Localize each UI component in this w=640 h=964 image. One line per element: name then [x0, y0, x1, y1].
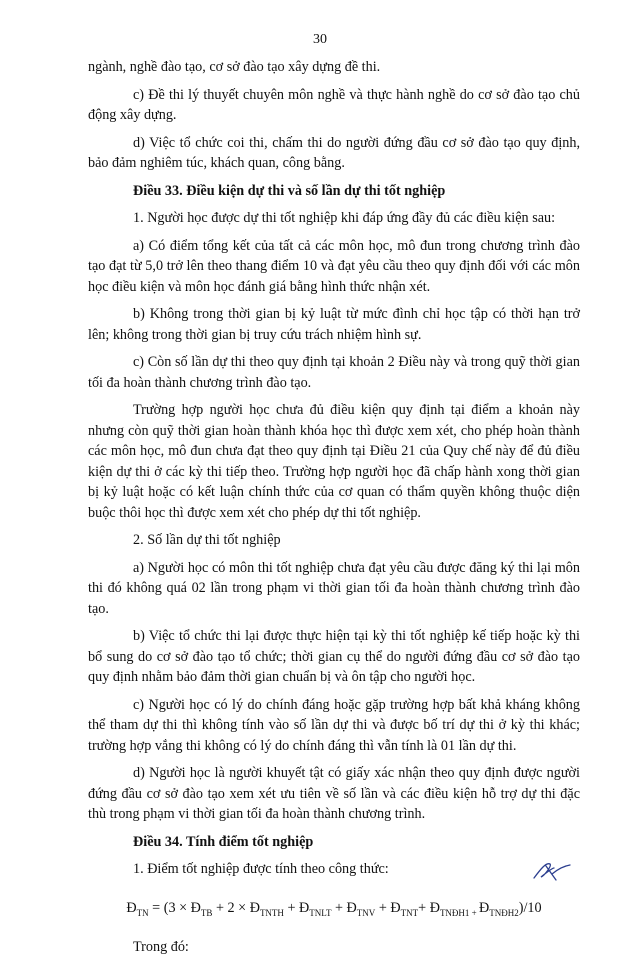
- formula-subscript: TNĐH1 +: [439, 907, 480, 918]
- paragraph: a) Người học có môn thi tốt nghiệp chưa đạt yêu cầu được đăng ký thi lại môn thi đó không quá 02 lần trong phạm vi thời gian tối đa hoàn thành chương trình đào tạo.: [88, 559, 580, 617]
- paragraph: c) Còn số lần dự thi theo quy định tại khoản 2 Điều này và trong quỹ thời gian tối đa hoàn thành chương trình đào tạo.: [88, 354, 580, 391]
- formula-subscript: TNLT: [309, 907, 332, 918]
- formula-subscript: TB: [200, 907, 213, 918]
- formula-text: + Đ: [283, 899, 310, 916]
- paragraph: Trong đó:: [133, 938, 189, 955]
- page-number: 30: [313, 32, 327, 47]
- paragraph: b) Không trong thời gian bị kỷ luật từ mức đình chỉ học tập có thời hạn trở lên; không trong thời gian bị truy cứu trách nhiệm hình sự.: [88, 306, 580, 343]
- article-heading-33: Điều 33. Điều kiện dự thi và số lần dự thi tốt nghiệp: [133, 182, 446, 199]
- paragraph: a) Có điểm tổng kết của tất cả các môn học, mô đun trong chương trình đào tạo đạt từ 5,0 trở lên theo thang điểm 10 và đạt yêu cầu theo quy định đối với các môn học điều kiện và môn học đánh giá bằng hình thức nhận xét.: [88, 237, 580, 295]
- formula-text: + 2 × Đ: [212, 899, 260, 916]
- paragraph: 1. Người học được dự thi tốt nghiệp khi đáp ứng đầy đủ các điều kiện sau:: [133, 210, 556, 226]
- paragraph: 2. Số lần dự thi tốt nghiệp: [133, 532, 281, 548]
- formula-subscript: TNĐH2: [489, 907, 519, 918]
- paragraph: d) Việc tổ chức coi thi, chấm thi do người đứng đầu cơ sở đào tạo quy định, bảo đảm nghiêm túc, khách quan, công bằng.: [88, 134, 580, 171]
- initials-signature: [532, 856, 572, 884]
- article-heading-34: Điều 34. Tính điểm tốt nghiệp: [133, 833, 314, 850]
- paragraph: 1. Điểm tốt nghiệp được tính theo công thức:: [133, 861, 389, 877]
- graduation-score-formula: [88, 898, 580, 923]
- formula-text: Đ: [126, 899, 137, 916]
- paragraph: ngành, nghề đào tạo, cơ sở đào tạo xây dựng đề thi.: [88, 59, 381, 75]
- paragraph: c) Người học có lý do chính đáng hoặc gặp trường hợp bất khả kháng không thể tham dự thi thì không tính vào số lần dự thi và được bố trí dự thi ở kỳ thi khác; trường hợp vắng thi không có lý do chính đáng thì vẫn tính là 01 lần dự thi.: [88, 696, 580, 754]
- formula-text: )/10: [518, 899, 542, 916]
- formula-subscript: TNT: [400, 907, 419, 918]
- paragraph: d) Người học là người khuyết tật có giấy xác nhận theo quy định được người đứng đầu cơ sở đào tạo xem xét ưu tiên về số lần và các điều kiện hỗ trợ dự thi đặc thù trong phạm vi thời gian tối đa hoàn thành chương trình.: [88, 765, 580, 822]
- formula-text: Đ: [479, 899, 490, 916]
- formula-text: + Đ: [331, 899, 357, 916]
- paragraph: c) Đề thi lý thuyết chuyên môn nghề và thực hành nghề do cơ sở đào tạo chủ động xây dựng.: [88, 86, 580, 123]
- formula-subscript: TNV: [356, 907, 376, 918]
- paragraph: Trường hợp người học chưa đủ điều kiện quy định tại điểm a khoản này nhưng còn quỹ thời gian hoàn thành khóa học thì được xem xét, cho phép hoàn thành các môn học, mô đun chưa đạt theo quy định tại Điều 21 của Quy chế này để đủ điều kiện dự thi ở các kỳ thi tiếp theo. Trường hợp người học đã chấp hành xong thời gian bị kỷ luật hoặc có kết luận chính thức của cơ quan có thẩm quyền không thuộc diện buộc thôi học thì được xem xét cho phép dự thi tốt nghiệp.: [88, 402, 580, 521]
- formula-subscript: TNTH: [259, 907, 284, 918]
- paragraph: b) Việc tổ chức thi lại được thực hiện tại kỳ thi tốt nghiệp kế tiếp hoặc kỳ thi bổ sung do cơ sở đào tạo tổ chức; thời gian cụ thể do người đứng đầu cơ sở đào tạo quy định nhằm bảo đảm thời gian chuẩn bị và ôn tập cho người học.: [88, 628, 580, 685]
- formula-text: + Đ: [375, 899, 401, 916]
- formula-text: + Đ: [418, 899, 440, 916]
- document-body: [88, 57, 580, 964]
- formula-subscript: TN: [136, 907, 149, 918]
- formula-text: = (3 × Đ: [148, 899, 201, 916]
